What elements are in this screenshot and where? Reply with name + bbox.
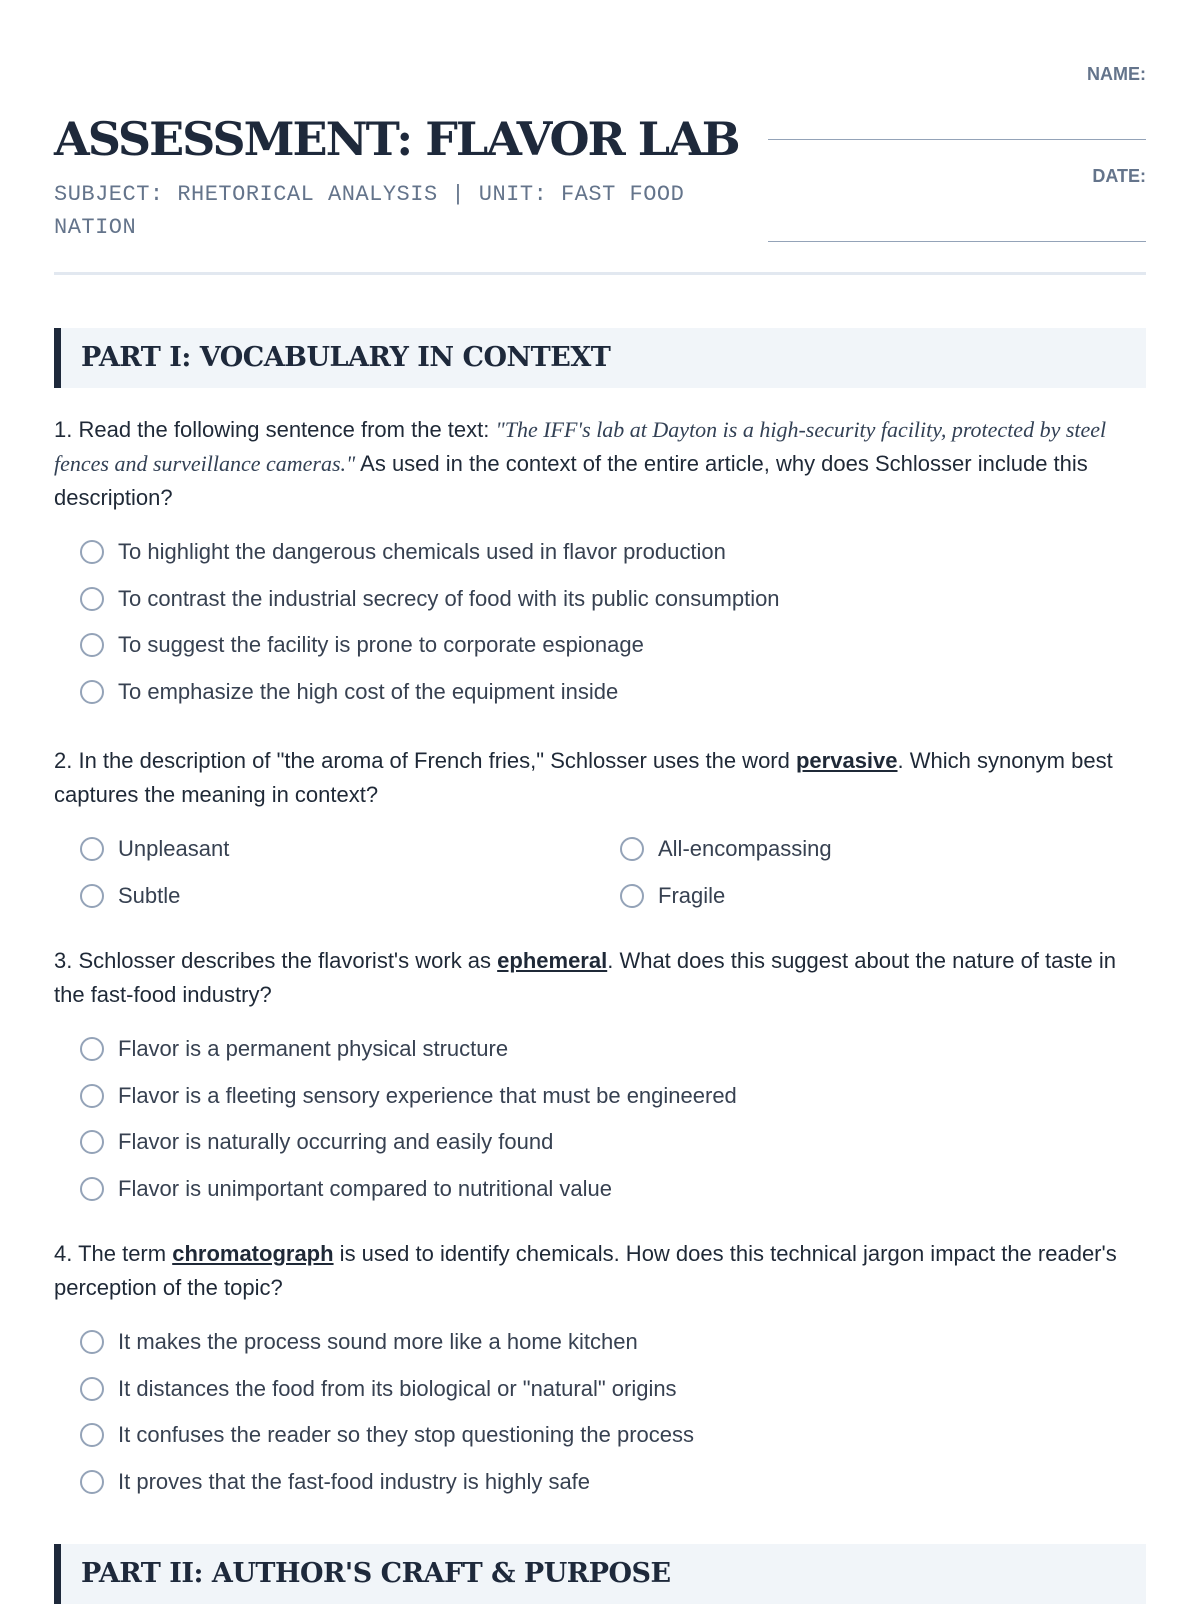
question-text xyxy=(54,413,1146,515)
date-label: DATE: xyxy=(1092,166,1146,186)
answer-option[interactable] xyxy=(54,669,1146,716)
answer-option[interactable] xyxy=(54,1459,1146,1506)
radio-button[interactable] xyxy=(80,587,104,611)
answer-option[interactable] xyxy=(54,1119,1146,1166)
question-text xyxy=(54,944,1146,1012)
section-title: PART II: AUTHOR'S CRAFT & PURPOSE xyxy=(81,1558,671,1589)
question-prompt-end: is used to identify chemicals. How does this technical jargon impact the reader's perception of the topic? xyxy=(54,1241,1117,1300)
option-label: All-encompassing xyxy=(658,836,832,862)
option-label: Subtle xyxy=(118,882,181,908)
name-label: NAME: xyxy=(1087,64,1146,84)
radio-button[interactable] xyxy=(80,1423,104,1447)
option-label: It distances the food from its biological or "natural" origins xyxy=(118,1375,677,1401)
question-prompt: 2. In the description of "the aroma of French fries," Schlosser uses the word xyxy=(54,748,796,773)
radio-button[interactable] xyxy=(80,1377,104,1401)
date-field[interactable] xyxy=(768,241,1146,242)
answer-option[interactable] xyxy=(54,1319,1146,1366)
question-3 xyxy=(54,944,1146,1212)
radio-button[interactable] xyxy=(80,1037,104,1061)
option-label: Unpleasant xyxy=(118,836,230,862)
answer-option[interactable] xyxy=(594,873,1134,920)
option-label: To emphasize the high cost of the equipment inside xyxy=(118,678,619,704)
answer-option[interactable] xyxy=(54,1412,1146,1459)
vocabulary-term: pervasive xyxy=(795,748,898,773)
question-text xyxy=(54,744,1146,812)
question-2 xyxy=(54,744,1146,919)
radio-button[interactable] xyxy=(80,1084,104,1108)
section-banner-part-1 xyxy=(54,328,1146,388)
question-prompt-end: . Which synonym best captures the meaning in context? xyxy=(54,748,1113,807)
answer-options xyxy=(54,1319,1146,1505)
radio-button[interactable] xyxy=(620,884,644,908)
answer-option[interactable] xyxy=(54,576,1146,623)
worksheet-page xyxy=(54,0,1146,1589)
answer-option[interactable] xyxy=(54,826,594,873)
answer-options xyxy=(54,826,1146,919)
option-label: Fragile xyxy=(658,882,726,908)
option-label: To highlight the dangerous chemicals used in flavor production xyxy=(118,539,726,565)
radio-button[interactable] xyxy=(80,1470,104,1494)
radio-button[interactable] xyxy=(80,540,104,564)
page-subtitle: SUBJECT: RHETORICAL ANALYSIS | UNIT: FAST FOOD NATION xyxy=(54,182,685,240)
question-prompt: 4. The term xyxy=(54,1241,173,1266)
question-1 xyxy=(54,413,1146,715)
answer-option[interactable] xyxy=(54,873,594,920)
option-label: Flavor is a fleeting sensory experience that must be engineered xyxy=(118,1082,737,1108)
question-4 xyxy=(54,1237,1146,1505)
answer-option[interactable] xyxy=(54,1073,1146,1120)
worksheet-header xyxy=(54,0,1146,275)
option-label: Flavor is a permanent physical structure xyxy=(118,1036,509,1062)
option-label: To suggest the facility is prone to corporate espionage xyxy=(118,632,644,658)
name-field[interactable] xyxy=(768,139,1146,140)
vocabulary-term: ephemeral xyxy=(497,948,608,973)
radio-button[interactable] xyxy=(80,1130,104,1154)
radio-button[interactable] xyxy=(80,633,104,657)
option-label: It proves that the fast-food industry is highly safe xyxy=(118,1468,591,1494)
option-label: To contrast the industrial secrecy of food with its public consumption xyxy=(118,585,780,611)
answer-option[interactable] xyxy=(54,529,1146,576)
section-banner-part-2 xyxy=(54,1544,1146,1604)
answer-option[interactable] xyxy=(54,1026,1146,1073)
radio-button[interactable] xyxy=(80,1177,104,1201)
question-prompt-end: As used in the context of the entire article, why does Schlosser include this description? xyxy=(54,451,1088,510)
answer-options xyxy=(54,1026,1146,1212)
radio-button[interactable] xyxy=(80,837,104,861)
option-label: It confuses the reader so they stop questioning the process xyxy=(118,1422,695,1448)
page-title: ASSESSMENT: FLAVOR LAB xyxy=(54,112,739,166)
answer-option[interactable] xyxy=(594,826,1134,873)
radio-button[interactable] xyxy=(80,1330,104,1354)
answer-option[interactable] xyxy=(54,1366,1146,1413)
question-prompt: 1. Read the following sentence from the text: xyxy=(54,417,496,442)
question-text xyxy=(54,1237,1146,1305)
vocabulary-term: chromatograph xyxy=(172,1241,334,1266)
radio-button[interactable] xyxy=(80,680,104,704)
question-quote: "The IFF's lab at Dayton is a high-security facility, protected by steel fences and surveillance cameras." xyxy=(54,417,1107,476)
radio-button[interactable] xyxy=(80,884,104,908)
question-prompt: 3. Schlosser describes the flavorist's work as xyxy=(54,948,498,973)
question-prompt-end: . What does this suggest about the nature of taste in the fast-food industry? xyxy=(54,948,1116,1007)
radio-button[interactable] xyxy=(620,837,644,861)
answer-option[interactable] xyxy=(54,622,1146,669)
section-title: PART I: VOCABULARY IN CONTEXT xyxy=(81,342,611,373)
option-label: Flavor is unimportant compared to nutritional value xyxy=(118,1175,613,1201)
answer-options xyxy=(54,529,1146,715)
option-label: It makes the process sound more like a home kitchen xyxy=(118,1329,638,1355)
option-label: Flavor is naturally occurring and easily found xyxy=(118,1129,554,1155)
answer-option[interactable] xyxy=(54,1166,1146,1213)
